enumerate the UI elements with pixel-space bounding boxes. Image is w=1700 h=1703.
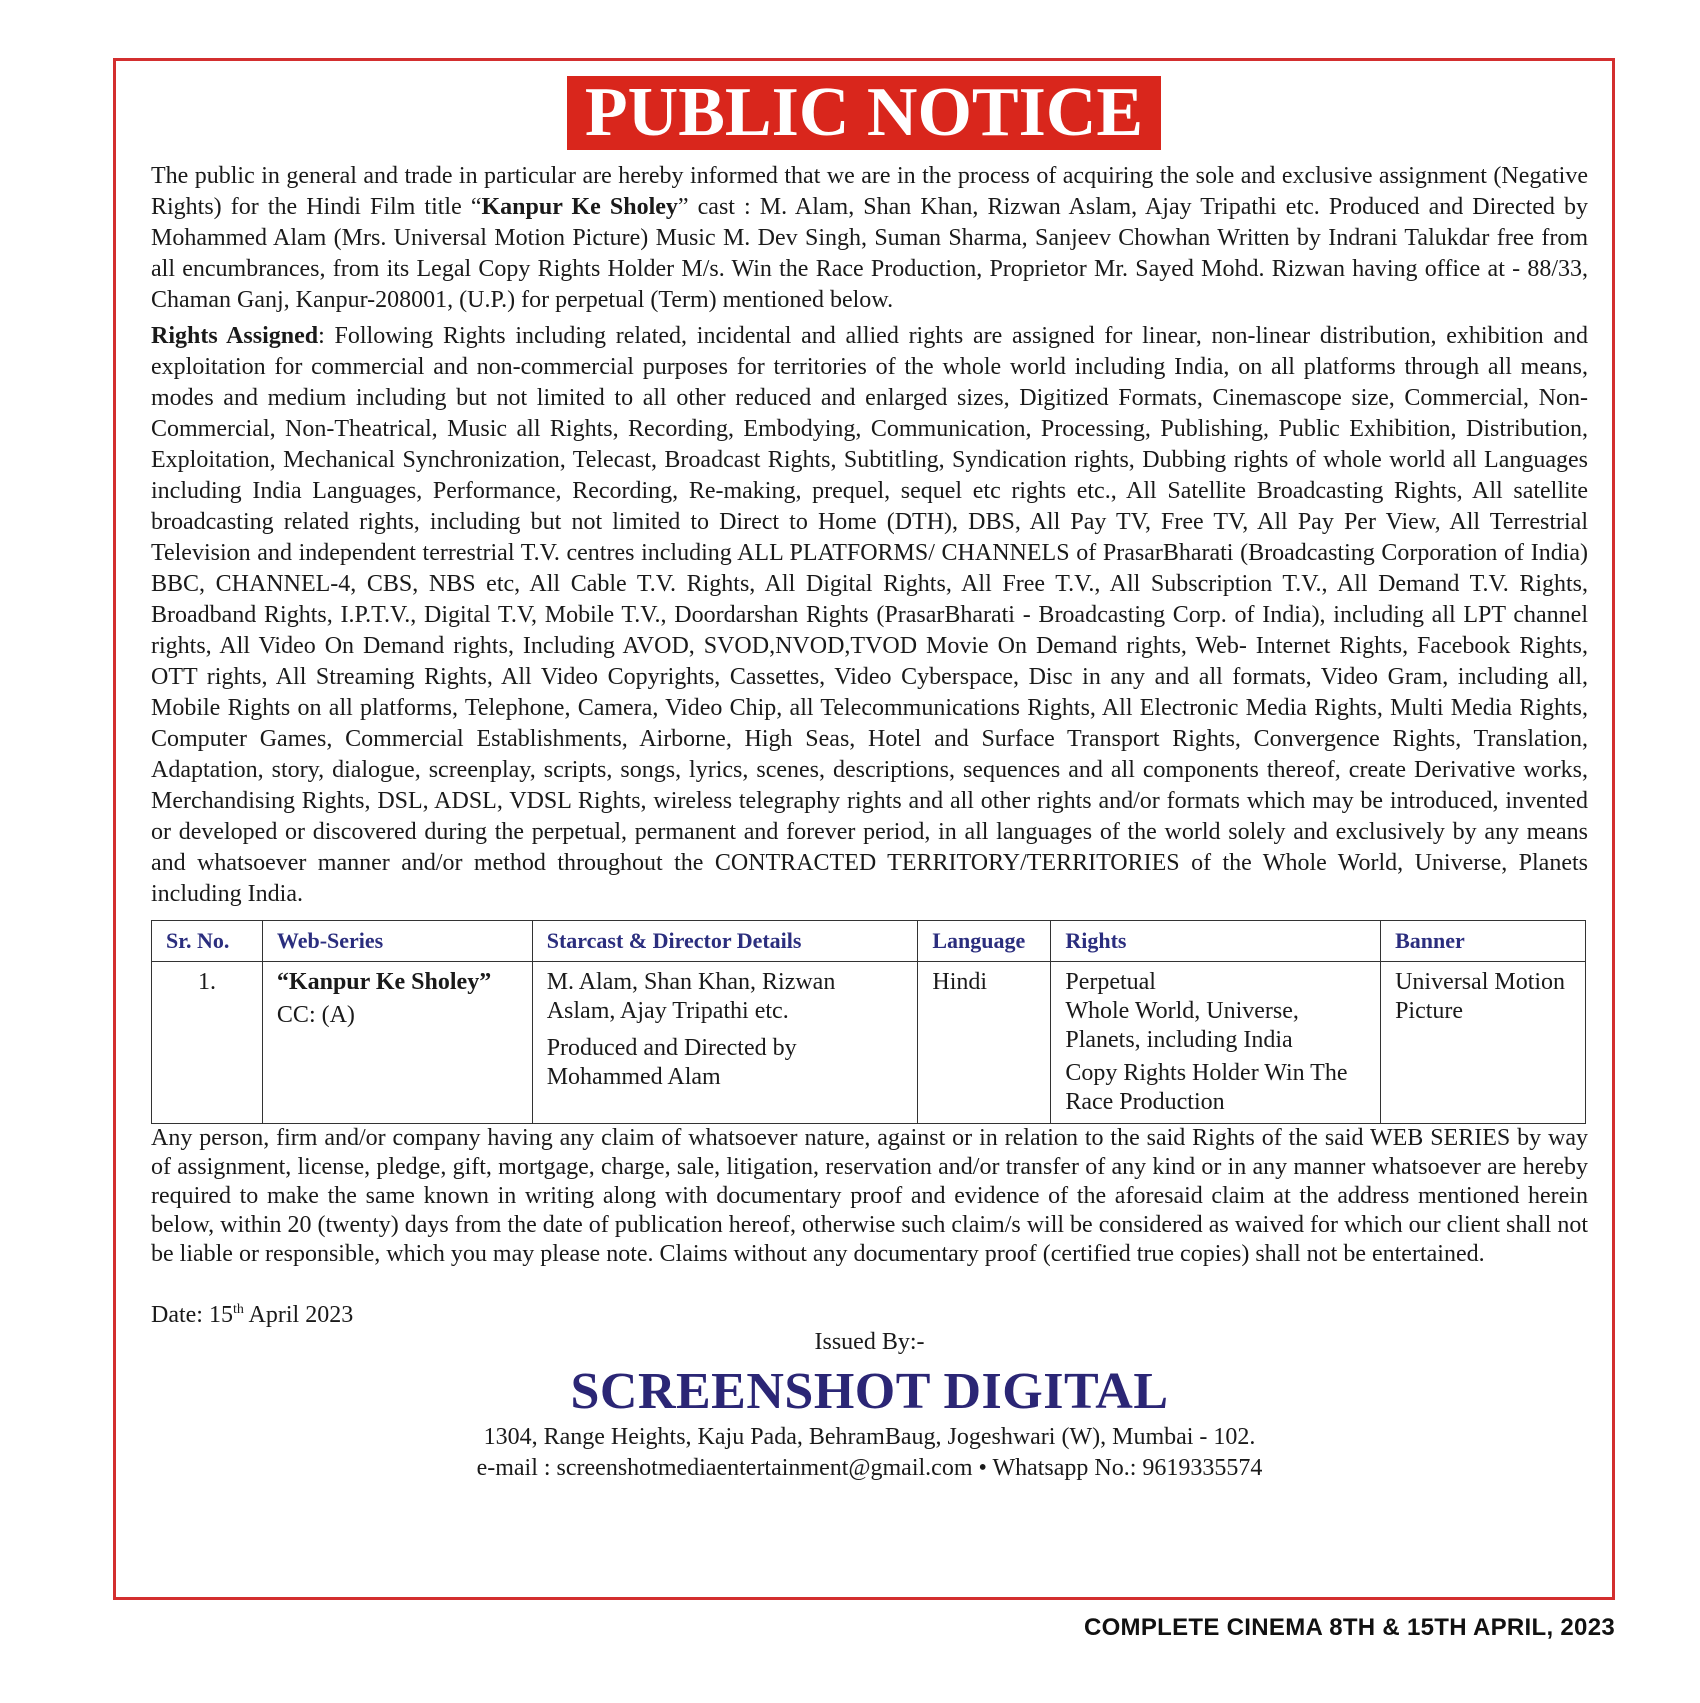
rights-label: Rights Assigned: [151, 323, 319, 349]
company-address: 1304, Range Heights, Kaju Pada, BehramBaug, Jogeshwari (W), Mumbai - 102.: [483, 1424, 1256, 1450]
header-sr-no: Sr. No.: [152, 921, 263, 962]
company-name: SCREENSHOT DIGITAL: [570, 1363, 1169, 1420]
notice-frame: [113, 58, 1615, 1600]
film-title: Kanpur Ke Sholey: [481, 194, 678, 220]
intro-text-start: The public in general and trade in particular are hereby informed that we are in the process of acquiring the sole and exclusive assignment (Negative Rights) for the Hindi Film title “: [151, 163, 1588, 220]
cell-sr-no: 1.: [152, 962, 263, 1124]
cell-rights: [1051, 962, 1381, 1124]
date-suffix: th: [232, 1302, 244, 1317]
notice-date: [151, 1295, 1588, 1330]
header-banner: Banner: [1381, 921, 1586, 962]
title-wrap: [116, 76, 1612, 150]
header-web-series: Web-Series: [262, 921, 532, 962]
header-language: Language: [918, 921, 1051, 962]
intro-paragraph: [151, 161, 1588, 316]
header-starcast: Starcast & Director Details: [532, 921, 918, 962]
cell-starcast: [532, 962, 918, 1124]
claim-paragraph: Any person, firm and/or company having any claim of whatsoever nature, against or in relation to the said Rights of the said WEB SERIES by way of assignment, license, pledge, gift, mortgage, charge, sale, litigation, reservation and/or transfer of any kind or in any manner whatsoever are hereby required to make the same known in writing along with documentary proof and evidence of the aforesaid claim at the address mentioned herein below, within 20 (twenty) days from the date of publication hereof, otherwise such claim/s will be considered as waived for which our client shall not be liable or responsible, which you may please note. Claims without any documentary proof (certified true copies) shall not be entertained.: [151, 1125, 1588, 1267]
intro-text-end: ” cast : M. Alam, Shan Khan, Rizwan Aslam, Ajay Tripathi etc. Produced and Directed by Mohammed Alam (Mrs. Universal Motion Picture) Music M. Dev Singh, Suman Sharma, Sanjeev Chowhan Written by Indrani Talukdar free from all encumbrances, from its Legal Copy Rights Holder M/s. Win the Race Production, Proprietor Mr. Sayed Mohd. Rizwan having office at - 88/33, Chaman Ganj, Kanpur-208001, (U.P.) for perpetual (Term) mentioned below.: [151, 194, 1589, 313]
notice-content: [151, 161, 1588, 1484]
series-title: “Kanpur Ke Sholey”: [276, 969, 492, 995]
rights-text: : Following Rights including related, incidental and allied rights are assigned for linear, non-linear distribution, exhibition and exploitation for commercial and non-commercial purposes for territories of the whole world including India, on all platforms through all means, modes and medium including but not limited to all other reduced and enlarged sizes, Digitized Formats, Cinemascope size, Commercial, Non-Commercial, Non-Theatrical, Music all Rights, Recording, Embodying, Communication, Processing, Publishing, Public Exhibition, Distribution, Exploitation, Mechanical Synchronization, Telecast, Broadcast Rights, Subtitling, Syndication rights, Dubbing rights of whole world all Languages including India Languages, Performance, Recording, Re-making, prequel, sequel etc rights etc., All Satellite Broadcasting Rights, All satellite broadcasting related rights, including but not limited to Direct to Home (DTH), DBS, All Pay TV, Free TV, All Pay Per View, All Terrestrial Television and independent terrestrial T.V. centres including ALL PLATFORMS/ CHANNELS of PrasarBharati (Broadcasting Corporation of India) BBC, CHANNEL-4, CBS, NBS etc, All Cable T.V. Rights, All Digital Rights, All Free T.V., All Subscription T.V., All Demand T.V. Rights, Broadband Rights, I.P.T.V., Digital T.V, Mobile T.V., Doordarshan Rights (PrasarBharati - Broadcasting Corp. of India), including all LPT channel rights, All Video On Demand rights, Including AVOD, SVOD,NVOD,TVOD Movie On Demand rights, Web- Internet Rights, Facebook Rights, OTT rights, All Streaming Rights, All Video Copyrights, Cassettes, Video Cyberspace, Disc in any and all formats, Video Gram, including all, Mobile Rights on all platforms, Telephone, Camera, Video Chip, all Telecommunications Rights, All Electronic Media Rights, Multi Media Rights, Computer Games, Commercial Establishments, Airborne, High Seas, Hotel and Surface Transport Rights, Convergence Rights, Translation, Adaptation, story, dialogue, screenplay, scripts, songs, lyrics, scenes, descriptions, sequences and all components thereof, create Derivative works, Merchandising Rights, DSL, ADSL, VDSL Rights, wireless telegraphy rights and all other rights and/or formats which may be introduced, invented or developed or discovered during the perpetual, permanent and forever period, in all languages of the world solely and exclusively by any means and whatsoever manner and/or method throughout the CONTRACTED TERRITORY/TERRITORIES of the Whole World, Universe, Planets including India.: [151, 323, 1588, 907]
starcast-names: M. Alam, Shan Khan, Rizwan Aslam, Ajay Tripathi etc.: [546, 969, 836, 1024]
issued-by: Issued By:-: [814, 1329, 925, 1355]
notice-title: PUBLIC NOTICE: [567, 76, 1161, 150]
director-details: Produced and Directed by Mohammed Alam: [546, 1035, 797, 1090]
cell-language: Hindi: [918, 962, 1051, 1124]
series-certificate: CC: (A): [276, 1002, 355, 1028]
table-header-row: [152, 921, 1586, 962]
rights-holder: Copy Rights Holder Win The Race Production: [1065, 1060, 1348, 1115]
rights-table: [151, 920, 1586, 1124]
company-contact: e-mail : screenshotmediaentertainment@gmail.com • Whatsapp No.: 9619335574: [476, 1455, 1263, 1481]
cell-web-series: [262, 962, 532, 1124]
publication-footer: COMPLETE CINEMA 8TH & 15TH APRIL, 2023: [1083, 1614, 1615, 1641]
rights-territory: Whole World, Universe, Planets, including India: [1065, 998, 1299, 1053]
rights-term: Perpetual: [1065, 969, 1156, 995]
table-row: [152, 962, 1586, 1124]
header-rights: Rights: [1051, 921, 1381, 962]
date-label: Date: 15: [151, 1302, 233, 1328]
cell-banner: Universal Motion Picture: [1381, 962, 1586, 1124]
rights-paragraph: [151, 321, 1588, 910]
date-rest: April 2023: [243, 1302, 354, 1328]
